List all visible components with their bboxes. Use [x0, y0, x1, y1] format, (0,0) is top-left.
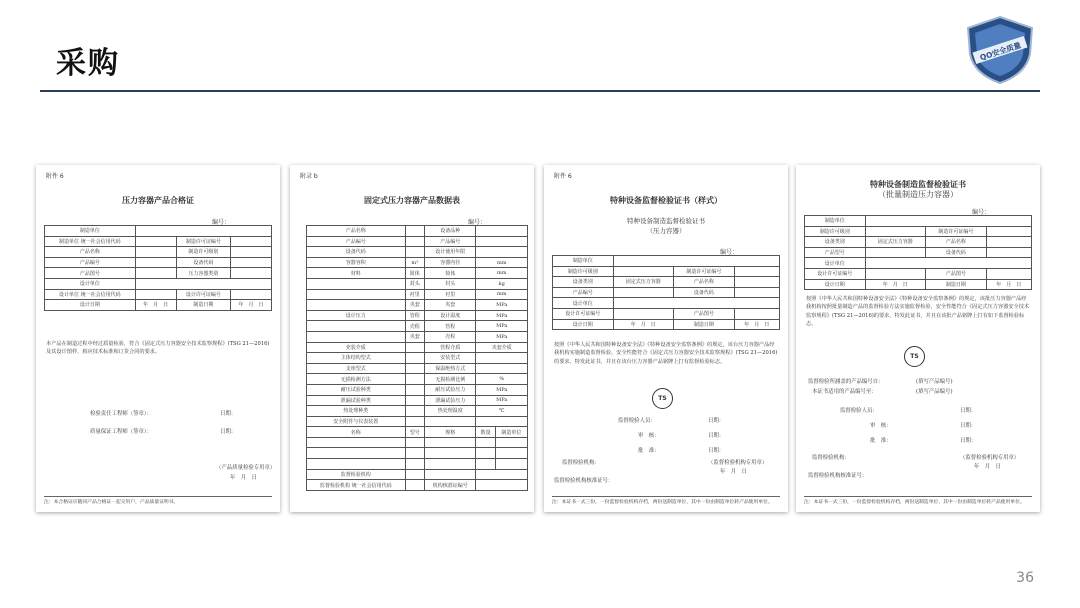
table-cell: [405, 353, 424, 364]
table-cell: [495, 459, 527, 470]
table-cell: [405, 247, 424, 258]
table-cell: 制造许可证编号: [674, 266, 735, 277]
table-cell: 无损检测比例: [424, 374, 476, 385]
table-cell: 设计许可证编号: [553, 308, 614, 319]
table-cell: 规格: [424, 427, 476, 438]
page-number: 36: [1016, 570, 1034, 586]
table-cell: 产品名称: [926, 237, 987, 248]
table-row: [553, 287, 780, 298]
table-cell: [424, 448, 476, 459]
table-cell: 夹套: [405, 300, 424, 311]
date-label: 日期：: [220, 411, 237, 417]
table-cell: 监督检验机构: [307, 469, 406, 480]
document-subtitle: （压力容器）: [646, 227, 686, 235]
agency-line: 监督检验机构：: [562, 460, 600, 466]
table-cell: 支座型式: [307, 363, 406, 374]
table-cell: [476, 437, 495, 448]
date-label: 日期：: [960, 423, 977, 429]
table-cell: [405, 374, 424, 385]
seal-date: 年 月 日: [974, 464, 1001, 470]
table-row: [805, 216, 1032, 227]
table-cell: [734, 308, 779, 319]
document-title: 压力容器产品合格证: [122, 196, 194, 205]
table-cell: [405, 363, 424, 374]
table-cell: [135, 226, 271, 237]
table-cell: [424, 416, 476, 427]
table-cell: [865, 268, 926, 279]
table-cell: MPa: [476, 310, 528, 321]
footnote: 注：本证书一式三份，一份监督检验机构存档，两份送制造单位，其中一份由制造单位转产品使用单位。: [552, 496, 780, 506]
table-cell: [476, 363, 528, 374]
table-cell: [476, 448, 495, 459]
table-row: [307, 268, 528, 279]
table-cell: 设计日期: [805, 279, 866, 290]
table-cell: [613, 287, 674, 298]
table-row: [307, 427, 528, 438]
table-cell: [734, 287, 779, 298]
table-cell: [476, 247, 528, 258]
approval-number-line: 监督检验机构核准证号：: [554, 478, 614, 484]
number-label: 编号：: [972, 209, 991, 216]
table-cell: 安装型式: [424, 353, 476, 364]
table-cell: 设备代码: [926, 247, 987, 258]
table-cell: [405, 406, 424, 417]
table-cell: 耐压试验种类: [307, 384, 406, 395]
table-cell: 材料: [307, 268, 406, 279]
table-cell: [231, 268, 272, 279]
table-cell: [424, 437, 476, 448]
table-cell: 衬里: [405, 289, 424, 300]
table-cell: mm: [476, 257, 528, 268]
document-title: 特种设备监督检验证书（样式）: [610, 196, 722, 205]
table-cell: [307, 331, 406, 342]
review-line: 审 核：: [870, 423, 892, 429]
table-cell: [231, 247, 272, 258]
table-cell: 热处理种类: [307, 406, 406, 417]
footnote: 注：本证书一式三份，一份监督检验机构存档，两份送制造单位，其中一份由制造单位转产品使用单位。: [804, 496, 1032, 506]
table-cell: 监督检验机构 统一社会信用代码: [307, 480, 406, 491]
table-cell: [405, 480, 424, 491]
table-cell: 设备代码: [307, 247, 406, 258]
table-cell: 安全附件与仪表装置: [307, 416, 406, 427]
table-row: [307, 469, 528, 480]
table-cell: [405, 469, 424, 480]
table-cell: 制造单位: [553, 256, 614, 267]
table-row: [307, 310, 528, 321]
table-row: [805, 258, 1032, 269]
range-note: (填写产品编号): [916, 379, 953, 385]
form-table: [306, 225, 528, 491]
number-label: 编号：: [468, 219, 487, 226]
table-cell: 设计单位 统一社会信用代码: [45, 289, 136, 300]
table-cell: kg: [476, 278, 528, 289]
table-cell: [307, 437, 406, 448]
table-cell: 设计日期: [45, 300, 136, 311]
table-cell: 设计单位: [805, 258, 866, 269]
approval-number-line: 监督检验机构核准证号：: [808, 473, 868, 479]
table-row: [805, 279, 1032, 290]
table-cell: 制造日期: [176, 300, 231, 311]
table-cell: 容器内径: [424, 257, 476, 268]
table-cell: 泄漏试验种类: [307, 395, 406, 406]
table-cell: [476, 236, 528, 247]
batch-inspection-certificate-document: [796, 165, 1040, 512]
document-subtitle: （批量制造压力容器）: [878, 190, 958, 199]
document-subtitle: 特种设备制造监督检验证书: [627, 217, 705, 225]
table-cell: 泄漏试验压力: [424, 395, 476, 406]
table-cell: 制造日期: [674, 319, 735, 330]
table-cell: [405, 416, 424, 427]
table-row: [45, 300, 272, 311]
table-cell: [405, 437, 424, 448]
table-cell: 简体: [424, 268, 476, 279]
table-cell: 制造许可级别: [805, 226, 866, 237]
table-cell: 机构核准证编号: [424, 480, 476, 491]
table-row: [553, 266, 780, 277]
table-cell: [405, 448, 424, 459]
table-cell: 设计许可证编号: [805, 268, 866, 279]
date-label: 日期：: [708, 448, 725, 454]
attachment-label: 附录 b: [300, 173, 318, 180]
table-row: [45, 257, 272, 268]
table-cell: 设备品种: [424, 226, 476, 237]
table-row: [45, 289, 272, 300]
table-cell: 设计许可证编号: [176, 289, 231, 300]
table-cell: 管程介质: [424, 342, 476, 353]
table-row: [307, 342, 528, 353]
table-cell: [405, 459, 424, 470]
table-cell: [231, 289, 272, 300]
range-line: 监督检验所涵盖的产品编号自：: [808, 379, 884, 385]
range-note: (填写产品编号): [916, 389, 953, 395]
form-table: [804, 215, 1032, 290]
table-cell: [865, 247, 926, 258]
range-line: 本证书适用的产品编号至：: [812, 389, 877, 395]
table-cell: [476, 469, 528, 480]
table-cell: 产品编号: [45, 257, 136, 268]
table-cell: [231, 236, 272, 247]
date-label: 日期：: [960, 408, 977, 414]
table-cell: 衬里: [424, 289, 476, 300]
table-cell: 设计压力: [307, 310, 406, 321]
table-cell: 产品图号: [926, 268, 987, 279]
approve-line: 批 准：: [638, 448, 660, 454]
table-row: [307, 374, 528, 385]
table-row: [307, 300, 528, 311]
table-row: [805, 247, 1032, 258]
table-cell: 产品编号: [307, 236, 406, 247]
table-cell: 产品型号: [805, 247, 866, 258]
table-cell: mm: [476, 268, 528, 279]
attachment-label: 附件 6: [46, 173, 64, 180]
table-row: [307, 321, 528, 332]
page-title: 采购: [56, 46, 120, 81]
shield-logo-icon: [962, 14, 1038, 86]
logo-text: QO安全质量: [978, 40, 1023, 63]
table-cell: 制造许可级别: [553, 266, 614, 277]
attachment-label: 附件 6: [554, 173, 572, 180]
date-label: 日期：: [960, 438, 977, 444]
table-cell: 容器容积: [307, 257, 406, 268]
inspector-line: 监督检验人员：: [618, 418, 656, 424]
table-cell: 年 月 日: [135, 300, 176, 311]
seal-note: （监督检验机构专用章）: [708, 460, 768, 466]
table-cell: [613, 298, 779, 309]
table-cell: [865, 216, 1031, 227]
table-cell: 无损检测方法: [307, 374, 406, 385]
table-cell: [135, 289, 176, 300]
date-label: 日期：: [708, 418, 725, 424]
table-row: [45, 247, 272, 258]
table-cell: [231, 257, 272, 268]
table-cell: 产品图号: [674, 308, 735, 319]
product-data-sheet-document: [290, 165, 534, 512]
table-cell: 主体结构型式: [307, 353, 406, 364]
table-cell: 封头: [424, 278, 476, 289]
table-cell: [307, 459, 406, 470]
table-cell: [986, 226, 1031, 237]
table-row: [307, 257, 528, 268]
table-cell: [613, 308, 674, 319]
table-cell: 名称: [307, 427, 406, 438]
table-cell: [986, 268, 1031, 279]
ts-mark-icon: TS: [652, 388, 673, 409]
table-cell: [405, 384, 424, 395]
table-row: [307, 459, 528, 470]
table-cell: [405, 236, 424, 247]
table-cell: [307, 278, 406, 289]
table-cell: [135, 236, 176, 247]
table-row: [45, 278, 272, 289]
table-cell: 产品名称: [674, 277, 735, 288]
certificate-quality-document: [36, 165, 280, 512]
table-cell: 年 月 日: [613, 319, 674, 330]
table-cell: 管程: [424, 321, 476, 332]
inspection-certificate-document: [544, 165, 788, 512]
table-cell: 制造单位: [805, 216, 866, 227]
table-cell: 制造单位 统一社会信用代码: [45, 236, 136, 247]
seal-note: （监督检验机构专用章）: [960, 455, 1020, 461]
table-row: [307, 448, 528, 459]
date-label: 日期：: [708, 433, 725, 439]
table-cell: [135, 257, 176, 268]
table-cell: 设计日期: [553, 319, 614, 330]
table-row: [805, 226, 1032, 237]
table-row: [553, 298, 780, 309]
table-cell: [307, 300, 406, 311]
table-cell: 设备类别: [805, 237, 866, 248]
table-cell: 制造许可证编号: [176, 236, 231, 247]
table-cell: [405, 226, 424, 237]
table-row: [553, 308, 780, 319]
table-cell: [865, 258, 1031, 269]
table-row: [307, 480, 528, 491]
inspector-line: 监督检验人员：: [840, 408, 878, 414]
signature-line: 检验责任工程师（签章）：: [90, 411, 152, 417]
table-cell: 设计使用年限: [424, 247, 476, 258]
number-label: 编号：: [212, 219, 231, 226]
table-cell: 壳程: [424, 331, 476, 342]
table-cell: 型号: [405, 427, 424, 438]
table-cell: 设备类别: [553, 277, 614, 288]
table-cell: 设计单位: [45, 278, 136, 289]
table-cell: 制造单位: [45, 226, 136, 237]
table-row: [805, 237, 1032, 248]
table-cell: MPa: [476, 384, 528, 395]
table-row: [805, 268, 1032, 279]
table-row: [307, 437, 528, 448]
seal-date: 年 月 日: [230, 475, 257, 481]
table-cell: [495, 437, 527, 448]
table-cell: [405, 395, 424, 406]
table-cell: 压力容器类别: [176, 268, 231, 279]
table-cell: [135, 268, 176, 279]
statement-text: 按照《中华人民共和国特种设备安全法》《特种设备安全监察条例》的规定，该台压力容器产品经我机构实施制造监督检验，安全性能符合《固定式压力容器安全技术监察规程》(TSG 21—2016)的要求，特发此证书，并且在该台压力容器产品铭牌上打有监督检验标志。: [554, 342, 778, 365]
table-row: [307, 289, 528, 300]
table-row: [45, 236, 272, 247]
table-cell: 热处理温度: [424, 406, 476, 417]
table-cell: 夹套介质: [476, 342, 528, 353]
table-cell: 封头: [405, 278, 424, 289]
table-cell: [307, 321, 406, 332]
table-cell: [613, 256, 779, 267]
table-row: [307, 226, 528, 237]
seal-note: （产品质量检验专用章）: [216, 465, 276, 471]
table-cell: 夹套: [424, 300, 476, 311]
table-cell: 产品编号: [553, 287, 614, 298]
table-row: [307, 416, 528, 427]
table-cell: m³: [405, 257, 424, 268]
table-row: [307, 406, 528, 417]
form-table: [552, 255, 780, 330]
table-cell: [476, 226, 528, 237]
table-cell: 产品名称: [45, 247, 136, 258]
table-row: [553, 277, 780, 288]
table-row: [307, 236, 528, 247]
table-cell: mm: [476, 289, 528, 300]
table-cell: 简体: [405, 268, 424, 279]
statement-text: 按照《中华人民共和国特种设备安全法》《特种设备安全监察条例》的规定，该批压力容器产品经我机构按照批量制造产品的监督检验方法实施监督检验，安全性能符合《固定式压力容器安全技术监察规程》(TSG 21—2016)的要求，特发此证书，并且在该批产品铭牌上打有如下监督检验标志。: [806, 296, 1030, 328]
table-cell: ℃: [476, 406, 528, 417]
table-cell: 充装介质: [307, 342, 406, 353]
table-cell: [734, 277, 779, 288]
table-cell: [476, 480, 528, 491]
signature-line: 质量保证工程师（签章）：: [90, 429, 152, 435]
number-label: 编号：: [720, 249, 739, 256]
table-cell: 夹套: [405, 331, 424, 342]
table-row: [307, 353, 528, 364]
table-cell: 保温绝热方式: [424, 363, 476, 374]
table-row: [307, 331, 528, 342]
table-cell: 管程: [405, 310, 424, 321]
footnote: 注：本合格证应随同产品合格证一起交用户，产品质量证明书。: [44, 496, 272, 506]
table-cell: 设备代码: [674, 287, 735, 298]
table-row: [45, 226, 272, 237]
table-cell: 产品图号: [45, 268, 136, 279]
table-row: [553, 256, 780, 267]
table-row: [553, 319, 780, 330]
table-cell: 年 月 日: [734, 319, 779, 330]
table-cell: 年 月 日: [865, 279, 926, 290]
table-cell: 年 月 日: [231, 300, 272, 311]
table-cell: [865, 226, 926, 237]
table-cell: [135, 278, 271, 289]
document-title: 特种设备制造监督检验证书: [870, 180, 966, 189]
table-cell: %: [476, 374, 528, 385]
table-cell: [986, 237, 1031, 248]
form-table: [44, 225, 272, 311]
title-divider: [40, 90, 1040, 92]
table-cell: 设计温度: [424, 310, 476, 321]
table-cell: MPa: [476, 300, 528, 311]
table-cell: 制造日期: [926, 279, 987, 290]
date-label: 日期：: [220, 429, 237, 435]
table-cell: 制造许可证编号: [926, 226, 987, 237]
table-cell: 数量: [476, 427, 495, 438]
table-cell: [734, 266, 779, 277]
table-cell: [476, 459, 495, 470]
table-cell: [424, 469, 476, 480]
table-cell: 产品名称: [307, 226, 406, 237]
review-line: 审 核：: [638, 433, 660, 439]
table-cell: [405, 342, 424, 353]
table-cell: [307, 289, 406, 300]
table-cell: [476, 353, 528, 364]
table-row: [307, 363, 528, 374]
table-cell: MPa: [476, 321, 528, 332]
table-cell: [613, 266, 674, 277]
table-row: [45, 268, 272, 279]
table-cell: 制造单位: [495, 427, 527, 438]
table-cell: [495, 448, 527, 459]
table-cell: MPa: [476, 395, 528, 406]
table-cell: 固定式压力容器: [865, 237, 926, 248]
document-title: 固定式压力容器产品数据表: [364, 196, 460, 205]
agency-line: 监督检验机构：: [812, 455, 850, 461]
table-cell: 固定式压力容器: [613, 277, 674, 288]
table-cell: 设计单位: [553, 298, 614, 309]
table-row: [307, 395, 528, 406]
table-cell: 年 月 日: [986, 279, 1031, 290]
approve-line: 批 准：: [870, 438, 892, 444]
seal-date: 年 月 日: [720, 469, 747, 475]
table-cell: 耐压试验压力: [424, 384, 476, 395]
table-cell: [424, 459, 476, 470]
table-row: [307, 247, 528, 258]
table-cell: [476, 416, 528, 427]
ts-mark-icon: TS: [904, 346, 925, 367]
table-cell: 壳程: [405, 321, 424, 332]
table-row: [307, 278, 528, 289]
statement-text: 本产品在制造过程中经过质量检验，符合《固定式压力容器安全技术监察规程》(TSG 21—2016) 及其设计图样、相应技术标准和订货合同的要求。: [46, 341, 270, 356]
table-cell: 设备代码: [176, 257, 231, 268]
table-cell: 产品编号: [424, 236, 476, 247]
table-cell: 制造许可级别: [176, 247, 231, 258]
table-row: [307, 384, 528, 395]
table-cell: [986, 247, 1031, 258]
table-cell: MPa: [476, 331, 528, 342]
table-cell: [307, 448, 406, 459]
table-cell: [135, 247, 176, 258]
